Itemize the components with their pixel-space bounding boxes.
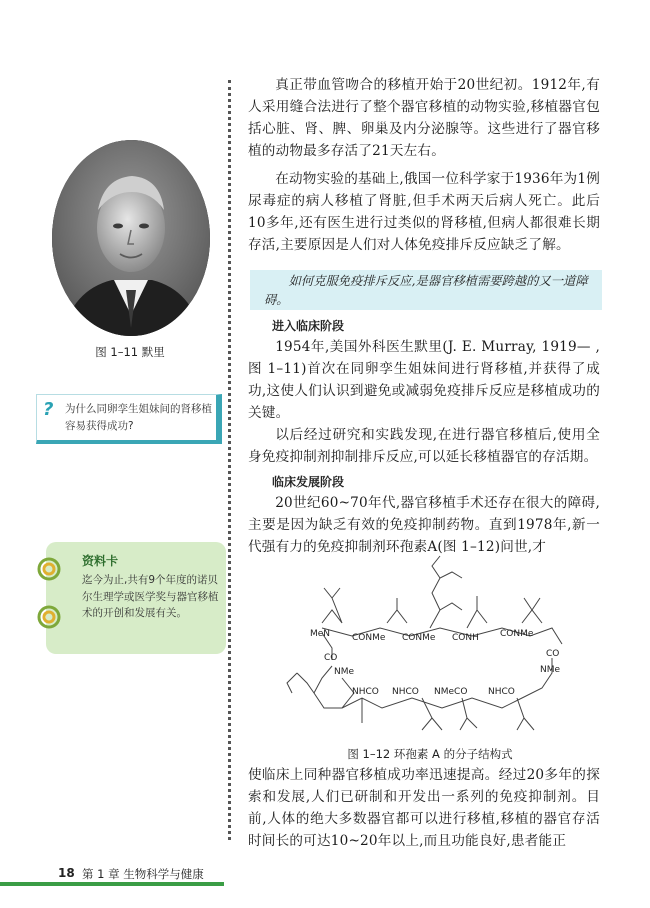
section-heading-clinical-development: 临床发展阶段 — [272, 475, 345, 489]
molecule-figure — [262, 548, 592, 743]
paragraph-4: 以后经过研究和实践发现,在进行器官移植后,使用全身免疫抑制剂抑制排斥反应,可以延长移植器官的存活期。 — [248, 427, 600, 465]
paragraph-6: 使临床上同种器官移植成功率迅速提高。经过20多年的探索和发展,人们已研制和开发出一系列的免疫抑制剂。目前,人体的绝大多数器官都可以进行移植,移植的器官存活时间长的可达10~20年以上,而且功能良好,患者能正 — [248, 767, 600, 849]
main-text-bottom — [248, 764, 600, 852]
column-divider — [228, 80, 231, 840]
callout-text: 如何克服免疫排斥反应,是器官移植需要跨越的又一道障碍。 — [264, 274, 588, 307]
paragraph-1: 真正带血管吻合的移植开始于20世纪初。1912年,有人采用缝合法进行了整个器官移植的动物实验,移植器官包括心脏、肾、脾、卵巢及内分泌腺等。这些进行了器官移植的动物最多存活了21天左右。 — [248, 77, 600, 159]
swirl-icon — [36, 556, 62, 582]
atom-label: CO — [546, 649, 560, 659]
atom-label: NHCO — [488, 687, 515, 697]
swirl-icon — [36, 604, 62, 630]
page-footer — [0, 866, 650, 886]
atom-label: CONMe — [352, 633, 386, 643]
main-text-top — [248, 74, 600, 256]
figure-caption: 图 1–12 环孢素 A 的分子结构式 — [347, 747, 513, 761]
info-card-title: 资料卡 — [82, 554, 119, 568]
paragraph-2: 在动物实验的基础上,俄国一位科学家于1936年为1例尿毒症的病人移植了肾脏,但手术两天后病人死亡。此后10多年,还有医生进行过类似的肾移植,但病人都很难长期存活,主要原因是人们对人体免疫排斥反应缺乏了解。 — [248, 171, 600, 253]
portrait-image — [52, 140, 210, 336]
page-number: 18 — [58, 866, 75, 880]
atom-label: CONMe — [402, 633, 436, 643]
atom-label: NMe — [334, 667, 355, 677]
atom-label: CONMe — [500, 629, 534, 639]
atom-label: CONH — [452, 633, 479, 643]
atom-label: CO — [324, 653, 338, 663]
question-mark-icon: ? — [43, 399, 54, 420]
chapter-title: 第 1 章 生物科学与健康 — [82, 867, 204, 881]
callout-box — [250, 270, 602, 310]
question-box — [36, 394, 222, 444]
question-text: 为什么同卵孪生姐妹间的肾移植容易获得成功? — [65, 403, 212, 432]
atom-label: NMe — [540, 665, 561, 675]
footer-bar — [0, 882, 224, 886]
section-heading-clinical-entry: 进入临床阶段 — [272, 319, 345, 333]
cyclosporin-structure — [262, 548, 592, 743]
paragraph-5: 20世纪60~70年代,器官移植手术还存在很大的障碍,主要是因为缺乏有效的免疫抑制药物。直到1978年,新一代强有力的免疫抑制剂环孢素A(图 1–12)问世,才 — [248, 495, 600, 555]
portrait-caption: 图 1–11 默里 — [95, 345, 165, 359]
portrait-murray — [52, 140, 210, 336]
atom-label: NMeCO — [434, 687, 468, 697]
paragraph-3: 1954年,美国外科医生默里(J. E. Murray, 1919— ,图 1–11)首次在同卵孪生姐妹间进行肾移植,并获得了成功,这使人们认识到避免或减弱免疫排斥反应是移植成功的关键。 — [248, 339, 600, 421]
atom-label: NHCO — [392, 687, 419, 697]
atom-label: NHCO — [352, 687, 379, 697]
info-card-body: 迄今为止,共有9个年度的诺贝尔生理学或医学奖与器官移植术的开创和发展有关。 — [82, 574, 219, 619]
atom-label: MeN — [310, 629, 331, 639]
info-card — [46, 542, 226, 654]
main-text-middle — [248, 316, 600, 558]
